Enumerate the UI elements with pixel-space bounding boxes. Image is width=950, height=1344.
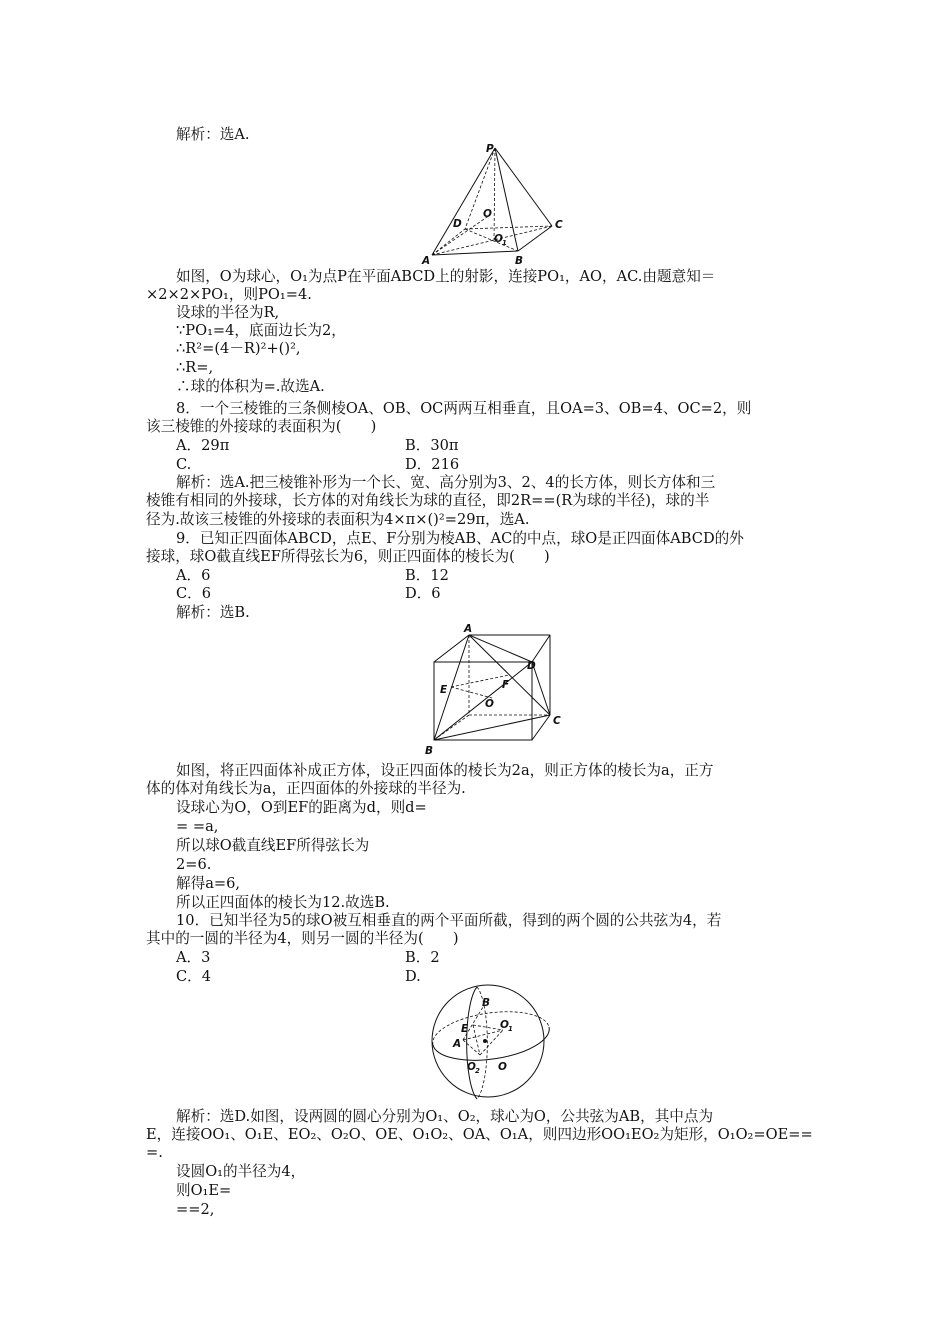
- label-b: B: [515, 255, 524, 267]
- text-line: 2=6.: [176, 856, 212, 873]
- text-line: 所以球O截直线EF所得弦长为: [176, 837, 370, 854]
- question-8-stem: 8．一个三棱锥的三条侧棱OA、OB、OC两两互相垂直，且OA=3、OB=4、OC=2，则: [176, 400, 752, 417]
- label-c: C: [555, 219, 563, 231]
- label-o1-sub: 1: [502, 239, 507, 247]
- text-line: ∴R=,: [176, 359, 214, 376]
- question-9-stem: 9．已知正四面体ABCD，点E、F分别为棱AB、AC的中点，球O是正四面体ABCD的外: [176, 530, 744, 547]
- label-c: C: [553, 715, 561, 727]
- text-line: 解得a=6,: [176, 875, 241, 892]
- option-d: D．216: [405, 456, 460, 473]
- sphere-figure: [425, 985, 561, 1105]
- label-a: A: [422, 255, 431, 267]
- label-f: F: [502, 679, 510, 691]
- option-a: A．29π: [176, 437, 230, 454]
- label-p: P: [486, 143, 494, 155]
- label-b: B: [425, 745, 434, 757]
- text-line: 解析：选A.把三棱锥补形为一个长、宽、高分别为3、2、4的长方体，则长方体和三: [176, 474, 716, 491]
- text-line: 设球的半径为R,: [176, 304, 280, 321]
- text-line: 棱锥有相同的外接球，长方体的对角线长为球的直径，即2R==(R为球的半径)，球的半: [146, 492, 710, 509]
- text-line: 所以正四面体的棱长为12.故选B.: [176, 894, 390, 911]
- text-line: ∴R²=(4－R)²+()²,: [176, 340, 301, 357]
- text-line: 如图，O为球心，O₁为点P在平面ABCD上的射影，连接PO₁，AO，AC.由题意知＝: [176, 268, 716, 285]
- label-d: D: [527, 660, 536, 672]
- label-o2-sub: 2: [475, 1067, 480, 1075]
- option-c: C．4: [176, 968, 212, 985]
- label-e: E: [461, 1023, 469, 1035]
- solution-7-header: 解析：选A.: [176, 126, 250, 143]
- text-line: ×2×2×PO₁，则PO₁=4.: [146, 286, 312, 303]
- label-o1: O: [494, 233, 503, 245]
- label-a: A: [464, 623, 473, 635]
- option-c: C．6: [176, 585, 212, 602]
- option-b: B．2: [405, 949, 440, 966]
- question-10-stem-cont: 其中的一圆的半径为4，则另一圆的半径为( ): [146, 930, 459, 947]
- option-d: D.: [405, 968, 421, 985]
- text-line: ==2,: [176, 1201, 215, 1218]
- label-o1-sub: 1: [508, 1025, 513, 1033]
- label-o: O: [485, 698, 494, 710]
- question-9-stem-cont: 接球，球O截直线EF所得弦长为6，则正四面体的棱长为( ): [146, 548, 550, 565]
- text-line: ∴球的体积为=.故选A.: [176, 378, 325, 395]
- text-line: E，连接OO₁、O₁E、EO₂、O₂O、OE、O₁O₂、OA、O₁A，则四边形OO₁EO₂为矩形，O₁O₂=OE==: [146, 1126, 813, 1143]
- text-line: ∵PO₁=4，底面边长为2，: [176, 322, 346, 339]
- text-line: = =a,: [176, 818, 219, 835]
- option-c: C.: [176, 456, 192, 473]
- text-line: =.: [146, 1144, 163, 1161]
- label-o1: O: [500, 1019, 509, 1031]
- question-8-stem-cont: 该三棱锥的外接球的表面积为( ): [146, 418, 377, 435]
- option-b: B．12: [405, 567, 449, 584]
- cube-tetrahedron-figure: [420, 620, 570, 758]
- text-line: 解析：选D.如图，设两圆的圆心分别为O₁、O₂，球心为O，公共弦为AB，其中点为: [176, 1108, 714, 1125]
- option-b: B．30π: [405, 437, 459, 454]
- label-e: E: [440, 684, 448, 696]
- pyramid-figure: [420, 140, 570, 266]
- text-line: 体的体对角线长为a，正四面体的外接球的半径为.: [146, 780, 466, 797]
- text-line: 设圆O₁的半径为4，: [176, 1163, 306, 1180]
- text-line: 径为.故该三棱锥的外接球的表面积为4×π×()²=29π，选A.: [146, 511, 530, 528]
- solution-9-header: 解析：选B.: [176, 604, 250, 621]
- label-d: D: [453, 218, 462, 230]
- option-a: A．3: [176, 949, 211, 966]
- label-o: O: [498, 1061, 507, 1073]
- label-a: A: [453, 1038, 462, 1050]
- question-10-stem: 10．已知半径为5的球O被互相垂直的两个平面所截，得到的两个圆的公共弦为4，若: [176, 912, 722, 929]
- option-d: D．6: [405, 585, 441, 602]
- label-o: O: [483, 208, 492, 220]
- text-line: 设球心为O，O到EF的距离为d，则d=: [176, 799, 427, 816]
- text-line: 则O₁E=: [176, 1182, 232, 1199]
- text-line: 如图，将正四面体补成正方体，设正四面体的棱长为2a，则正方体的棱长为a，正方: [176, 762, 714, 779]
- option-a: A．6: [176, 567, 211, 584]
- label-b: B: [482, 997, 491, 1009]
- label-o2: O: [467, 1061, 476, 1073]
